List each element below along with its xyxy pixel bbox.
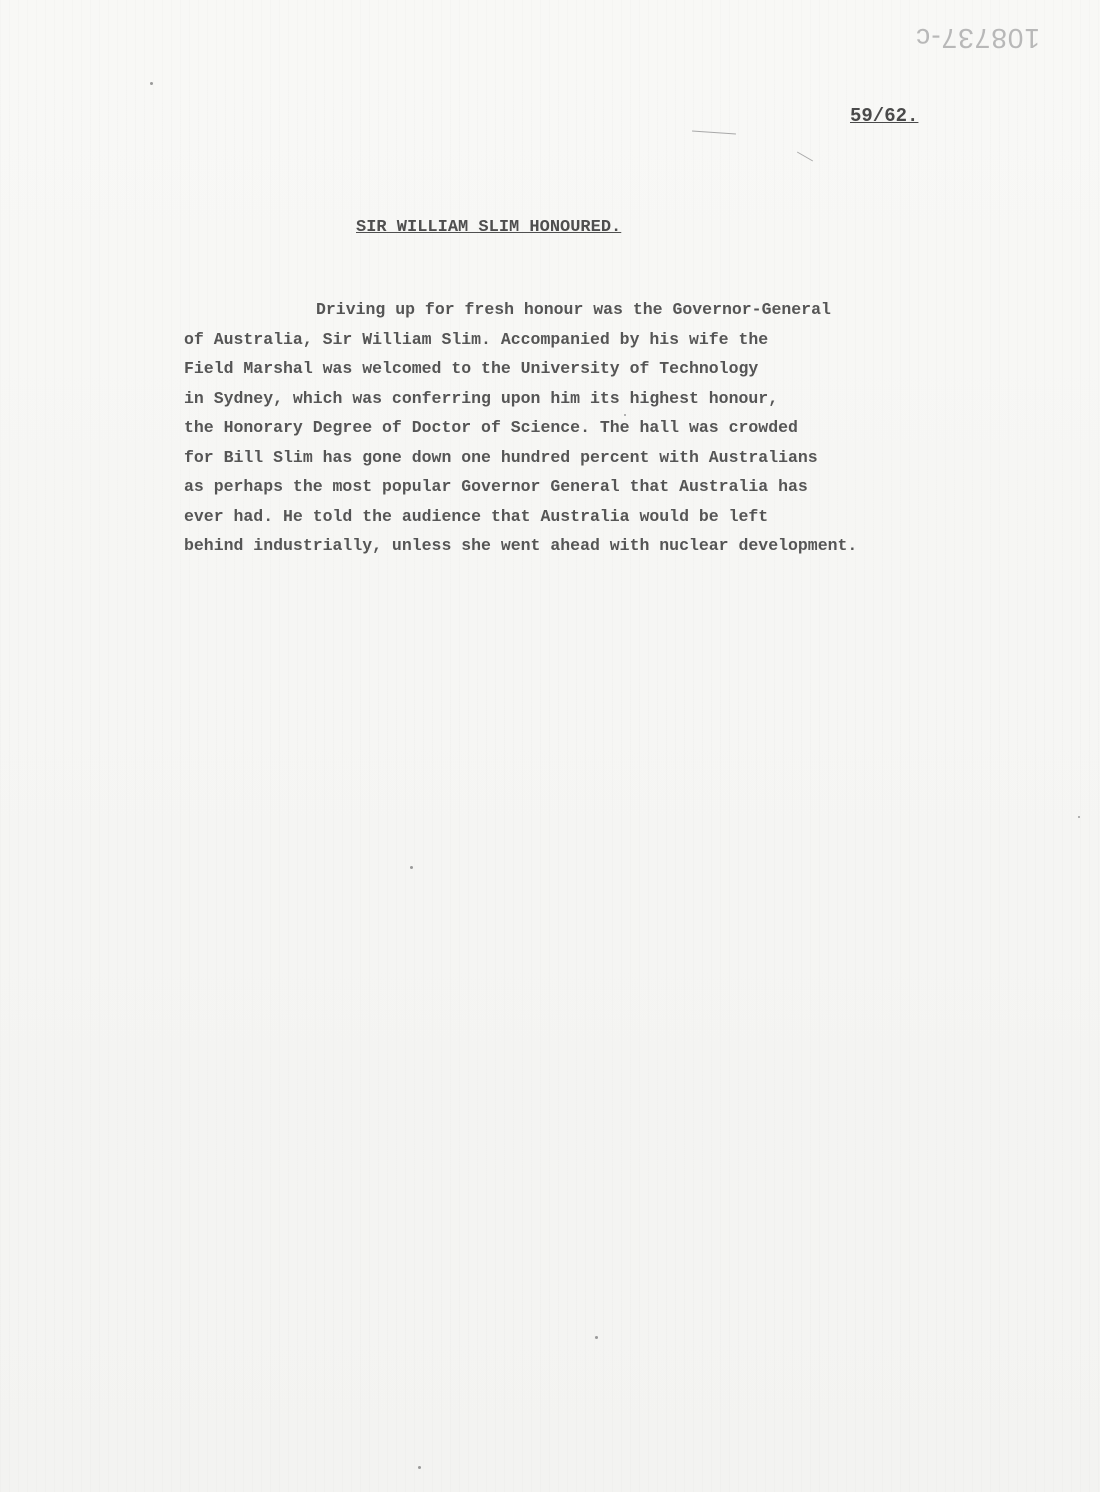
body-line: for Bill Slim has gone down one hundred percent with Australians: [184, 447, 818, 467]
paper-speck: [150, 82, 153, 85]
article-body: [184, 302, 1044, 568]
paper-speck: [418, 1466, 421, 1469]
body-line: the Honorary Degree of Doctor of Science. The hall was crowded: [184, 418, 798, 437]
pen-mark: [692, 130, 736, 134]
paper-speck: [595, 1336, 598, 1339]
archive-number: 108737-c: [915, 23, 1040, 54]
paper-speck: [624, 414, 626, 416]
article-title: SIR WILLIAM SLIM HONOURED.: [356, 218, 622, 237]
body-line: ever had. He told the audience that Australia would be left: [184, 506, 769, 526]
body-line: behind industrially, unless she went ahead with nuclear development.: [184, 536, 858, 555]
document-reference: 59/62.: [850, 105, 919, 127]
body-line: in Sydney, which was conferring upon him its highest honour,: [184, 388, 779, 408]
paper-speck: [410, 866, 413, 869]
body-line: as perhaps the most popular Governor General that Australia has: [184, 477, 808, 496]
body-line: of Australia, Sir William Slim. Accompanied by his wife the: [184, 329, 769, 349]
body-line: Driving up for fresh honour was the Governor-General: [316, 300, 831, 319]
body-line: Field Marshal was welcomed to the University of Technology: [184, 359, 759, 378]
paper-speck: [1078, 816, 1080, 818]
pen-mark: [797, 152, 813, 162]
